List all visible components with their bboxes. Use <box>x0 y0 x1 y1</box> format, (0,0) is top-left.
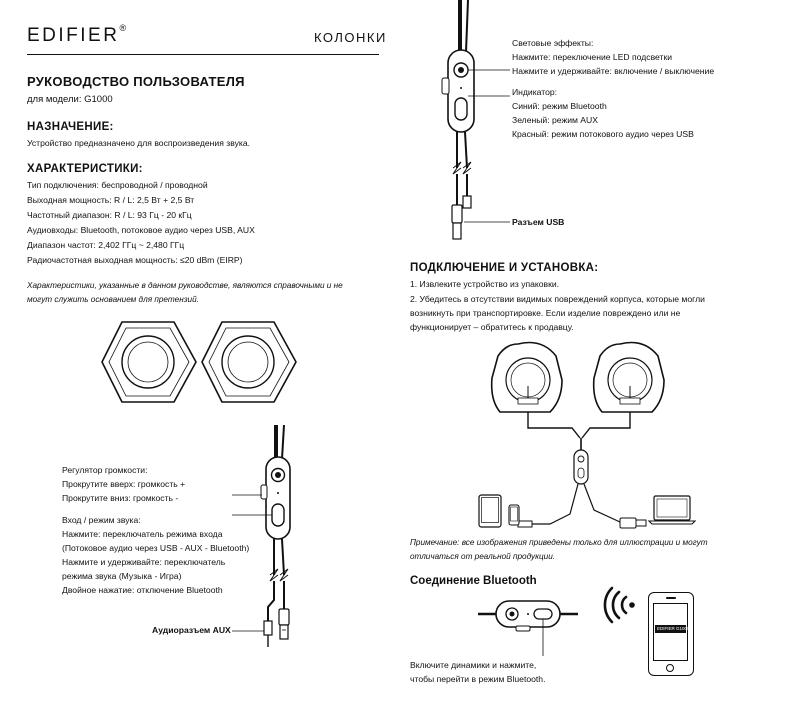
smartphone-illustration <box>648 592 694 676</box>
volume-title: Регулятор громкости: <box>62 465 148 475</box>
purpose-text: Устройство предназначено для воспроизведения звука. <box>27 138 250 148</box>
smartphone-speaker-slot <box>666 597 676 599</box>
bluetooth-caption-line: Включите динамики и нажмите, <box>410 660 537 670</box>
setup-line: 1. Извлеките устройство из упаковки. <box>410 279 560 289</box>
wireless-signal-icon <box>604 588 638 622</box>
speaker-left <box>102 322 196 402</box>
spec-line: Диапазон частот: 2,402 ГГц ~ 2,480 ГГц <box>27 240 185 250</box>
registered-mark: ® <box>119 23 127 33</box>
bluetooth-heading: Соединение Bluetooth <box>410 575 537 587</box>
controller-left-illustration <box>232 425 312 655</box>
manual-title: РУКОВОДСТВО ПОЛЬЗОВАТЕЛЯ <box>27 74 245 89</box>
aux-label: Аудиоразъем AUX <box>152 625 231 635</box>
bluetooth-controller-illustration <box>478 596 578 636</box>
setup-note-line: отличаться от реальной продукции. <box>410 552 556 561</box>
usb-label: Разъем USB <box>512 217 565 227</box>
model-line: для модели: G1000 <box>27 94 113 105</box>
smartphone-device-label: EDIFIER G1000 <box>657 626 690 631</box>
light-line: Нажмите: переключение LED подсветки <box>512 52 673 62</box>
spec-line: Тип подключения: беспроводной / проводной <box>27 180 208 190</box>
spec-line: Радиочастотная выходная мощность: ≤20 dBm (EIRP) <box>27 255 243 265</box>
input-line: (Потоковое аудио через USB - AUX - Bluetooth) <box>62 543 250 553</box>
spec-line: Частотный диапазон: R / L: 93 Гц - 20 кГц <box>27 210 192 220</box>
setup-line: возникнуть при транспортировке. Если изделие повреждено или не <box>410 308 681 318</box>
setup-line: функционирует – обратитесь к продавцу. <box>410 322 574 332</box>
brand-logo <box>27 25 126 47</box>
tablet-icon <box>478 494 502 528</box>
setup-line: 2. Убедитесь в отсутствии видимых повреждений корпуса, которые могли <box>410 294 705 304</box>
header-rule <box>27 54 379 55</box>
input-line: Нажмите: переключатель режима входа <box>62 529 223 539</box>
indicator-line: Зеленый: режим AUX <box>512 115 598 125</box>
volume-line: Прокрутите вниз: громкость - <box>62 493 179 503</box>
spec-line: Аудиовходы: Bluetooth, потоковое аудио через USB, AUX <box>27 225 255 235</box>
light-title: Световые эффекты: <box>512 38 594 48</box>
indicator-line: Красный: режим потокового аудио через USB <box>512 129 694 139</box>
speakers-pair-illustration <box>100 318 300 408</box>
controller-right-illustration <box>432 0 522 245</box>
indicator-title: Индикатор: <box>512 87 558 97</box>
bluetooth-caption-line: чтобы перейти в режим Bluetooth. <box>410 674 546 684</box>
diagram-speaker-left <box>492 343 562 413</box>
input-line: Двойное нажатие: отключение Bluetooth <box>62 585 223 595</box>
spec-line: Выходная мощность: R / L: 2,5 Вт + 2,5 Вт <box>27 195 195 205</box>
input-line: Нажмите и удерживайте: переключатель <box>62 557 226 567</box>
diagram-speaker-right <box>594 343 664 413</box>
purpose-heading: НАЗНАЧЕНИЕ: <box>27 121 114 133</box>
smartphone-device-entry <box>655 625 690 633</box>
brand-name: EDIFIER <box>27 25 120 46</box>
input-title: Вход / режим звука: <box>62 515 141 525</box>
phone-small-icon <box>508 504 520 526</box>
input-line: режима звука (Музыка - Игра) <box>62 571 182 581</box>
category-label: КОЛОНКИ <box>314 30 387 45</box>
specs-heading: ХАРАКТЕРИСТИКИ: <box>27 163 143 175</box>
laptop-icon <box>648 494 696 526</box>
smartphone-screen <box>653 603 688 661</box>
speaker-right <box>202 322 296 402</box>
indicator-line: Синий: режим Bluetooth <box>512 101 607 111</box>
volume-line: Прокрутите вверх: громкость + <box>62 479 186 489</box>
setup-note-line: Примечание: все изображения приведены только для иллюстрации и могут <box>410 538 708 547</box>
setup-heading: ПОДКЛЮЧЕНИЕ И УСТАНОВКА: <box>410 262 599 274</box>
smartphone-home-button <box>666 664 674 672</box>
light-line: Нажмите и удерживайте: включение / выключение <box>512 66 715 76</box>
specs-disclaimer-line: Характеристики, указанные в данном руководстве, являются справочными и не <box>27 281 343 290</box>
specs-disclaimer-line: могут служить основанием для претензий. <box>27 295 199 304</box>
